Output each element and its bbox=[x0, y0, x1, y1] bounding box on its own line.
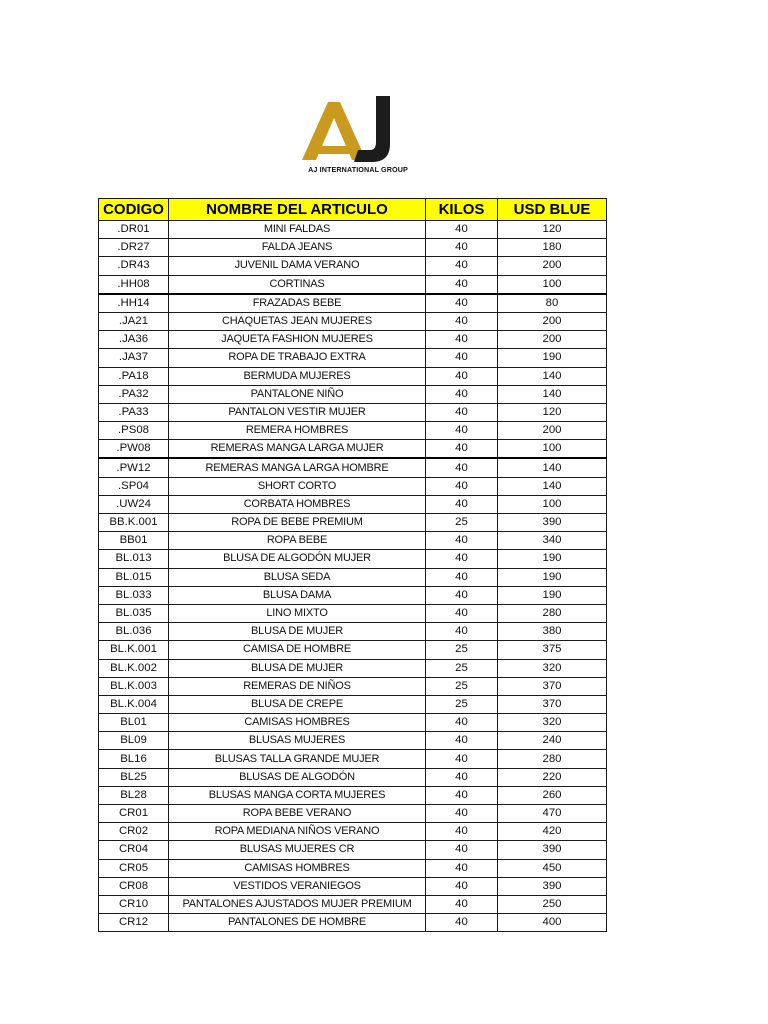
logo-company-name: AJ INTERNATIONAL GROUP bbox=[308, 165, 408, 174]
logo-j-shape bbox=[354, 96, 390, 162]
cell-code: BL.015 bbox=[99, 568, 169, 586]
cell-name: REMERAS MANGA LARGA HOMBRE bbox=[169, 458, 426, 477]
cell-name: PANTALON VESTIR MUJER bbox=[169, 403, 426, 421]
cell-code: BL.033 bbox=[99, 586, 169, 604]
cell-usd: 140 bbox=[498, 367, 607, 385]
table-row bbox=[99, 786, 607, 804]
table-row bbox=[99, 604, 607, 622]
cell-usd: 280 bbox=[498, 604, 607, 622]
logo-a-crossbar bbox=[318, 146, 352, 154]
header-nombre: NOMBRE DEL ARTICULO bbox=[169, 199, 426, 221]
cell-code: BL01 bbox=[99, 714, 169, 732]
cell-usd: 400 bbox=[498, 914, 607, 932]
header-row bbox=[99, 199, 607, 221]
cell-code: BL.K.003 bbox=[99, 677, 169, 695]
cell-name: CORTINAS bbox=[169, 275, 426, 294]
cell-kilos: 40 bbox=[426, 805, 498, 823]
cell-code: .HH14 bbox=[99, 294, 169, 313]
cell-name: PANTALONES DE HOMBRE bbox=[169, 914, 426, 932]
cell-kilos: 40 bbox=[426, 367, 498, 385]
cell-code: CR01 bbox=[99, 805, 169, 823]
table-row bbox=[99, 732, 607, 750]
cell-name: CAMISAS HOMBRES bbox=[169, 714, 426, 732]
cell-code: .HH08 bbox=[99, 275, 169, 294]
cell-code: BL.036 bbox=[99, 623, 169, 641]
table-row bbox=[99, 257, 607, 275]
cell-kilos: 40 bbox=[426, 257, 498, 275]
company-logo bbox=[288, 92, 428, 182]
table-row bbox=[99, 275, 607, 294]
cell-usd: 100 bbox=[498, 440, 607, 459]
cell-kilos: 40 bbox=[426, 841, 498, 859]
cell-name: BLUSA DE MUJER bbox=[169, 659, 426, 677]
cell-code: CR05 bbox=[99, 859, 169, 877]
cell-usd: 190 bbox=[498, 349, 607, 367]
table-row bbox=[99, 841, 607, 859]
header-kilos: KILOS bbox=[426, 199, 498, 221]
cell-name: BLUSA DE ALGODÓN MUJER bbox=[169, 550, 426, 568]
cell-name: FRAZADAS BEBE bbox=[169, 294, 426, 313]
cell-name: BLUSAS MUJERES CR bbox=[169, 841, 426, 859]
cell-code: .JA36 bbox=[99, 331, 169, 349]
cell-code: .PA18 bbox=[99, 367, 169, 385]
cell-kilos: 40 bbox=[426, 275, 498, 294]
cell-name: CORBATA HOMBRES bbox=[169, 495, 426, 513]
table-row bbox=[99, 914, 607, 932]
cell-name: LINO MIXTO bbox=[169, 604, 426, 622]
cell-usd: 390 bbox=[498, 877, 607, 895]
price-table bbox=[98, 198, 607, 932]
cell-name: BLUSAS MUJERES bbox=[169, 732, 426, 750]
cell-kilos: 40 bbox=[426, 422, 498, 440]
cell-code: .JA37 bbox=[99, 349, 169, 367]
cell-usd: 375 bbox=[498, 641, 607, 659]
cell-name: SHORT CORTO bbox=[169, 477, 426, 495]
cell-code: BL.013 bbox=[99, 550, 169, 568]
cell-usd: 370 bbox=[498, 677, 607, 695]
cell-code: .PA32 bbox=[99, 385, 169, 403]
table-row bbox=[99, 805, 607, 823]
cell-code: BB.K.001 bbox=[99, 514, 169, 532]
cell-kilos: 40 bbox=[426, 221, 498, 239]
cell-usd: 470 bbox=[498, 805, 607, 823]
table-row bbox=[99, 895, 607, 913]
table-row bbox=[99, 403, 607, 421]
cell-usd: 190 bbox=[498, 586, 607, 604]
cell-usd: 100 bbox=[498, 275, 607, 294]
cell-kilos: 25 bbox=[426, 659, 498, 677]
table-row bbox=[99, 532, 607, 550]
cell-usd: 120 bbox=[498, 403, 607, 421]
table-row bbox=[99, 367, 607, 385]
cell-code: CR04 bbox=[99, 841, 169, 859]
table-row bbox=[99, 331, 607, 349]
cell-name: CAMISA DE HOMBRE bbox=[169, 641, 426, 659]
cell-kilos: 25 bbox=[426, 695, 498, 713]
cell-code: BL.035 bbox=[99, 604, 169, 622]
cell-name: CHAQUETAS JEAN MUJERES bbox=[169, 312, 426, 330]
header-usd: USD BLUE bbox=[498, 199, 607, 221]
header-codigo: CODIGO bbox=[99, 199, 169, 221]
cell-usd: 120 bbox=[498, 221, 607, 239]
cell-usd: 140 bbox=[498, 458, 607, 477]
table-row bbox=[99, 239, 607, 257]
cell-code: .UW24 bbox=[99, 495, 169, 513]
cell-code: BL28 bbox=[99, 786, 169, 804]
cell-code: CR12 bbox=[99, 914, 169, 932]
cell-usd: 200 bbox=[498, 257, 607, 275]
cell-name: BLUSA SEDA bbox=[169, 568, 426, 586]
cell-kilos: 40 bbox=[426, 714, 498, 732]
cell-kilos: 40 bbox=[426, 239, 498, 257]
cell-usd: 200 bbox=[498, 331, 607, 349]
cell-usd: 190 bbox=[498, 550, 607, 568]
cell-usd: 220 bbox=[498, 768, 607, 786]
cell-usd: 200 bbox=[498, 312, 607, 330]
cell-name: JAQUETA FASHION MUJERES bbox=[169, 331, 426, 349]
table-row bbox=[99, 623, 607, 641]
cell-name: JUVENIL DAMA VERANO bbox=[169, 257, 426, 275]
table-row bbox=[99, 768, 607, 786]
cell-code: BL16 bbox=[99, 750, 169, 768]
cell-kilos: 40 bbox=[426, 914, 498, 932]
cell-kilos: 40 bbox=[426, 495, 498, 513]
cell-code: .PA33 bbox=[99, 403, 169, 421]
cell-usd: 390 bbox=[498, 514, 607, 532]
cell-kilos: 40 bbox=[426, 331, 498, 349]
cell-code: .PS08 bbox=[99, 422, 169, 440]
table-row bbox=[99, 823, 607, 841]
cell-name: REMERAS DE NIÑOS bbox=[169, 677, 426, 695]
cell-code: BL.K.001 bbox=[99, 641, 169, 659]
cell-name: BLUSAS DE ALGODÓN bbox=[169, 768, 426, 786]
cell-name: VESTIDOS VERANIEGOS bbox=[169, 877, 426, 895]
cell-usd: 420 bbox=[498, 823, 607, 841]
cell-usd: 320 bbox=[498, 659, 607, 677]
cell-usd: 390 bbox=[498, 841, 607, 859]
cell-kilos: 40 bbox=[426, 750, 498, 768]
table-body bbox=[99, 221, 607, 932]
table-row bbox=[99, 877, 607, 895]
cell-code: .DR43 bbox=[99, 257, 169, 275]
cell-kilos: 25 bbox=[426, 641, 498, 659]
cell-kilos: 40 bbox=[426, 786, 498, 804]
cell-name: ROPA DE TRABAJO EXTRA bbox=[169, 349, 426, 367]
cell-name: PANTALONES AJUSTADOS MUJER PREMIUM bbox=[169, 895, 426, 913]
table-row bbox=[99, 641, 607, 659]
cell-usd: 250 bbox=[498, 895, 607, 913]
table-row bbox=[99, 385, 607, 403]
cell-usd: 240 bbox=[498, 732, 607, 750]
cell-kilos: 40 bbox=[426, 859, 498, 877]
cell-usd: 340 bbox=[498, 532, 607, 550]
cell-code: BL.K.004 bbox=[99, 695, 169, 713]
cell-name: BLUSAS MANGA CORTA MUJERES bbox=[169, 786, 426, 804]
cell-kilos: 40 bbox=[426, 568, 498, 586]
cell-code: CR08 bbox=[99, 877, 169, 895]
cell-code: CR10 bbox=[99, 895, 169, 913]
cell-code: .PW08 bbox=[99, 440, 169, 459]
cell-code: BL25 bbox=[99, 768, 169, 786]
cell-name: ROPA BEBE VERANO bbox=[169, 805, 426, 823]
cell-kilos: 40 bbox=[426, 294, 498, 313]
cell-kilos: 40 bbox=[426, 895, 498, 913]
cell-name: MINI FALDAS bbox=[169, 221, 426, 239]
cell-kilos: 25 bbox=[426, 514, 498, 532]
table-row bbox=[99, 568, 607, 586]
cell-kilos: 25 bbox=[426, 677, 498, 695]
cell-kilos: 40 bbox=[426, 349, 498, 367]
cell-name: BLUSA DE CREPE bbox=[169, 695, 426, 713]
cell-code: .DR01 bbox=[99, 221, 169, 239]
cell-usd: 100 bbox=[498, 495, 607, 513]
aj-logo-mark bbox=[288, 92, 428, 164]
table-row bbox=[99, 750, 607, 768]
cell-usd: 140 bbox=[498, 385, 607, 403]
cell-usd: 450 bbox=[498, 859, 607, 877]
cell-kilos: 40 bbox=[426, 440, 498, 459]
table-row bbox=[99, 440, 607, 459]
cell-usd: 320 bbox=[498, 714, 607, 732]
cell-kilos: 40 bbox=[426, 877, 498, 895]
cell-name: ROPA MEDIANA NIÑOS VERANO bbox=[169, 823, 426, 841]
table-row bbox=[99, 550, 607, 568]
cell-code: .JA21 bbox=[99, 312, 169, 330]
cell-usd: 380 bbox=[498, 623, 607, 641]
table-row bbox=[99, 221, 607, 239]
cell-name: REMERA HOMBRES bbox=[169, 422, 426, 440]
table-row bbox=[99, 312, 607, 330]
cell-kilos: 40 bbox=[426, 586, 498, 604]
table-row bbox=[99, 349, 607, 367]
cell-name: BLUSA DAMA bbox=[169, 586, 426, 604]
table-row bbox=[99, 586, 607, 604]
cell-usd: 280 bbox=[498, 750, 607, 768]
cell-kilos: 40 bbox=[426, 604, 498, 622]
table-row bbox=[99, 477, 607, 495]
cell-usd: 370 bbox=[498, 695, 607, 713]
cell-kilos: 40 bbox=[426, 623, 498, 641]
cell-code: .SP04 bbox=[99, 477, 169, 495]
cell-name: BLUSAS TALLA GRANDE MUJER bbox=[169, 750, 426, 768]
cell-kilos: 40 bbox=[426, 823, 498, 841]
cell-usd: 80 bbox=[498, 294, 607, 313]
table-row bbox=[99, 458, 607, 477]
cell-name: FALDA JEANS bbox=[169, 239, 426, 257]
cell-name: CAMISAS HOMBRES bbox=[169, 859, 426, 877]
cell-usd: 140 bbox=[498, 477, 607, 495]
cell-kilos: 40 bbox=[426, 458, 498, 477]
cell-kilos: 40 bbox=[426, 732, 498, 750]
table-row bbox=[99, 677, 607, 695]
cell-kilos: 40 bbox=[426, 403, 498, 421]
cell-code: BB01 bbox=[99, 532, 169, 550]
cell-code: CR02 bbox=[99, 823, 169, 841]
cell-kilos: 40 bbox=[426, 385, 498, 403]
cell-code: BL.K.002 bbox=[99, 659, 169, 677]
cell-kilos: 40 bbox=[426, 312, 498, 330]
table-header bbox=[99, 199, 607, 221]
cell-code: BL09 bbox=[99, 732, 169, 750]
table-row bbox=[99, 714, 607, 732]
table-row bbox=[99, 422, 607, 440]
cell-code: .PW12 bbox=[99, 458, 169, 477]
cell-name: ROPA DE BEBE PREMIUM bbox=[169, 514, 426, 532]
table-row bbox=[99, 659, 607, 677]
table-row bbox=[99, 695, 607, 713]
table-row bbox=[99, 859, 607, 877]
cell-code: .DR27 bbox=[99, 239, 169, 257]
cell-name: PANTALONE NIÑO bbox=[169, 385, 426, 403]
cell-kilos: 40 bbox=[426, 768, 498, 786]
cell-usd: 260 bbox=[498, 786, 607, 804]
cell-name: REMERAS MANGA LARGA MUJER bbox=[169, 440, 426, 459]
cell-kilos: 40 bbox=[426, 532, 498, 550]
cell-name: BERMUDA MUJERES bbox=[169, 367, 426, 385]
cell-usd: 190 bbox=[498, 568, 607, 586]
cell-name: BLUSA DE MUJER bbox=[169, 623, 426, 641]
cell-usd: 180 bbox=[498, 239, 607, 257]
cell-kilos: 40 bbox=[426, 550, 498, 568]
cell-usd: 200 bbox=[498, 422, 607, 440]
table-row bbox=[99, 294, 607, 313]
table-row bbox=[99, 514, 607, 532]
table-row bbox=[99, 495, 607, 513]
cell-kilos: 40 bbox=[426, 477, 498, 495]
cell-name: ROPA BEBE bbox=[169, 532, 426, 550]
